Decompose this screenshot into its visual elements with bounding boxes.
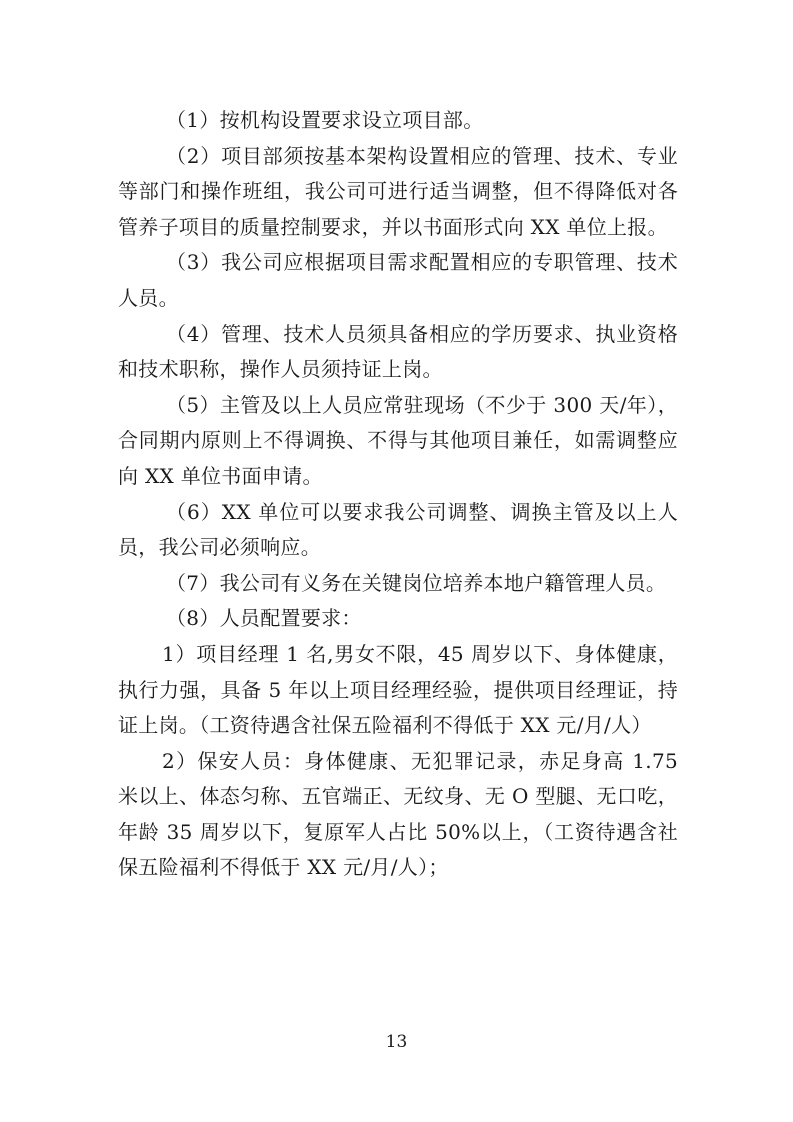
paragraph-9: 1）项目经理 1 名,男女不限，45 周岁以下、身体健康，执行力强，具备 5 年以上项目经理经验，提供项目经理证，持证上岗。（工资待遇含社保五险福利不得低于 XX 元/月/人） xyxy=(118,641,678,738)
paragraph-10: 2）保安人员：身体健康、无犯罪记录，赤足身高 1.75 米以上、体态匀称、五官端正、无纹身、无 O 型腿、无口吃，年龄 35 周岁以下，复原军人占比 50%以上，（工资待遇含社保五险福利不得低于 XX 元/月/人）； xyxy=(118,748,678,880)
document-body xyxy=(118,103,678,886)
paragraph-5: （5）主管及以上人员应常驻现场（不少于 300 天/年），合同期内原则上不得调换、不得与其他项目兼任，如需调整应向 XX 单位书面申请。 xyxy=(118,392,678,488)
paragraph-7: （7）我公司有义务在关键岗位培养本地户籍管理人员。 xyxy=(166,570,667,595)
paragraph-4: （4）管理、技术人员须具备相应的学历要求、执业资格和技术职称，操作人员须持证上岗。 xyxy=(118,321,678,382)
paragraph-6: （6）XX 单位可以要求我公司调整、调换主管及以上人员，我公司必须响应。 xyxy=(118,499,678,560)
page-number: 13 xyxy=(385,1032,408,1052)
paragraph-8: （8）人员配置要求： xyxy=(166,606,362,631)
paragraph-1: （1）按机构设置要求设立项目部。 xyxy=(166,108,484,132)
paragraph-3: （3）我公司应根据项目需求配置相应的专职管理、技术人员。 xyxy=(118,250,678,310)
paragraph-2: （2）项目部须按基本架构设置相应的管理、技术、专业等部门和操作班组，我公司可进行适当调整，但不得降低对各管养子项目的质量控制要求，并以书面形式向 XX 单位上报。 xyxy=(118,143,678,239)
